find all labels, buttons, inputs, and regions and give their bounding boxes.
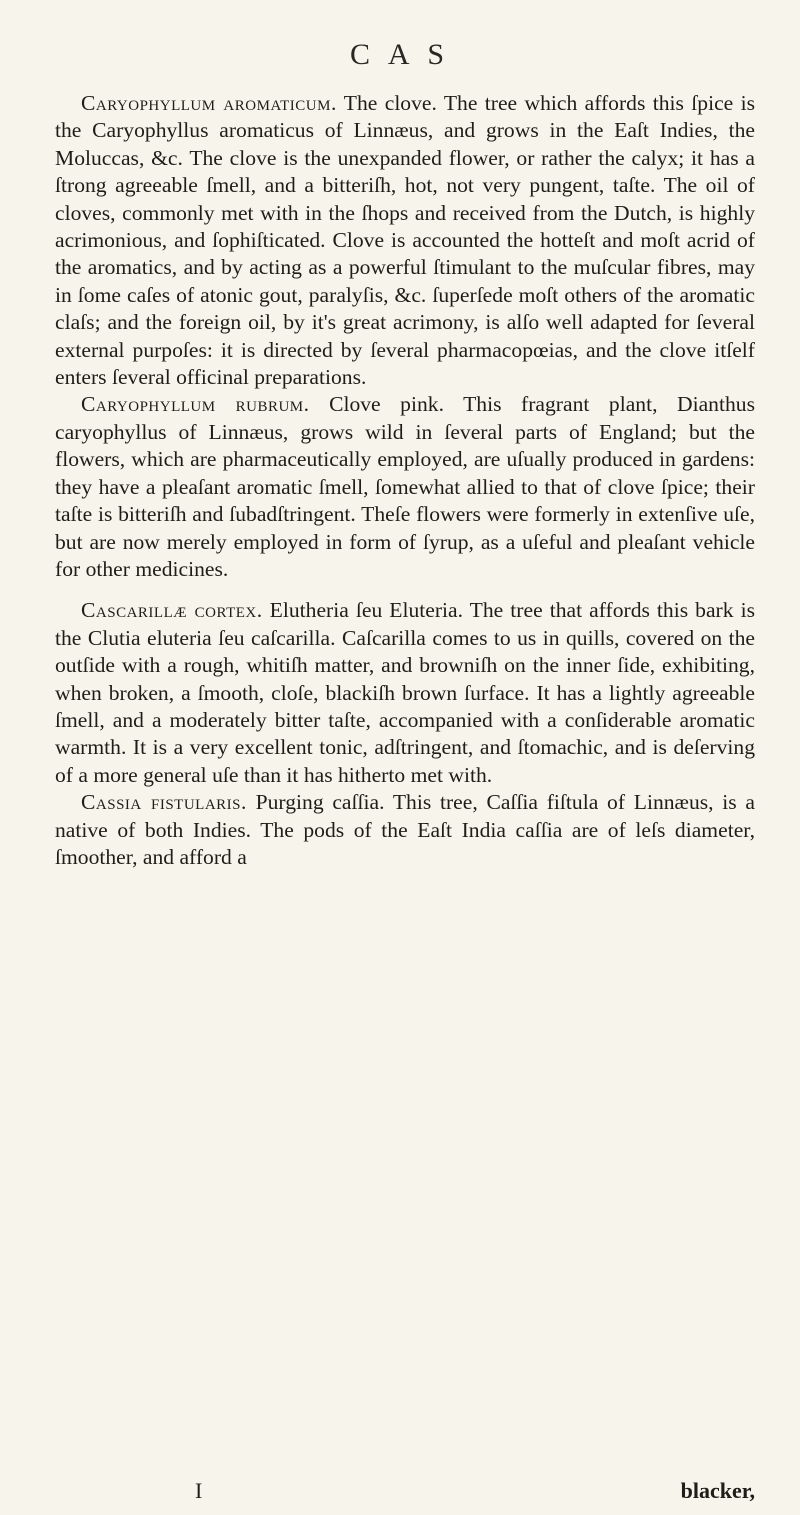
catchword: blacker,: [680, 1478, 755, 1503]
running-head: C A S: [349, 38, 451, 71]
entry-body: The clove. The tree which affords this ſpice is the Caryophyllus aromaticus of Linnæus, and grows in the Eaſt Indies, the Moluccas, &c. The clove is the unexpanded flower, or rather the calyx; it has a ſtrong agreeable ſmell, and a bitteriſh, hot, not very pungent, taſte. The oil of cloves, commonly met with in the ſhops and received from the Dutch, is highly acrimonious, and ſophiſticated. Clove is accounted the hotteſt and moſt acrid of the aromatics, and by acting as a powerful ſtimulant to the muſcular fibres, may in ſome caſes of atonic gout, paralyſis, &c. ſuperſede moſt others of the aromatic claſs; and the foreign oil, by it's great acrimony, is alſo well adapted for ſeveral external purpoſes: it is directed by ſeveral pharmacopœias, and the clove itſelf enters ſeveral officinal preparations.: [55, 91, 755, 390]
entry-term: Caryophyllum rubrum.: [81, 392, 310, 417]
entry-body: Clove pink. This fragrant plant, Dianthus caryophyllus of Linnæus, grows wild in ſeveral parts of England; but the flowers, which are pharmaceutically employed, are uſually produced in gardens: they have a pleaſant aromatic ſmell, ſomewhat allied to that of clove ſpice; their taſte is bitteriſh and ſubadſtringent. Theſe flowers were formerly in extenſive uſe, but are now merely employed in form of ſyrup, as a uſeful and pleaſant vehicle for other medicines.: [55, 392, 755, 581]
entry-cascarillae-cortex: [55, 597, 755, 789]
entry-cassia-fistularis: [55, 789, 755, 871]
entry-caryophyllum-aromaticum: [55, 90, 755, 391]
entry-term: Caryophyllum aromaticum.: [81, 91, 337, 115]
entry-body: Purging caſſia. This tree, Caſſia fiſtula of Linnæus, is a native of both Indies. The pods of the Eaſt India caſſia are of leſs diameter, ſmoother, and afford a: [55, 790, 755, 869]
signature-mark: I: [195, 1478, 203, 1503]
entry-term: Cascarillæ cortex.: [81, 598, 263, 623]
text-block: [55, 90, 755, 871]
entry-term: Cassia fistularis.: [81, 790, 247, 815]
entry-body: Elutheria ſeu Eluteria. The tree that affords this bark is the Clutia eluteria ſeu caſcarilla. Caſcarilla comes to us in quills, covered on the outſide with a rough, whitiſh matter, and browniſh on the inner ſide, exhibiting, when broken, a ſmooth, cloſe, blackiſh brown ſurface. It has a lightly agreeable ſmell, and a moderately bitter taſte, accompanied with a conſiderable aromatic warmth. It is a very excellent tonic, adſtringent, and ſtomachic, and is deſerving of a more general uſe than it has hitherto met with.: [55, 598, 755, 787]
entry-caryophyllum-rubrum: [55, 391, 755, 583]
